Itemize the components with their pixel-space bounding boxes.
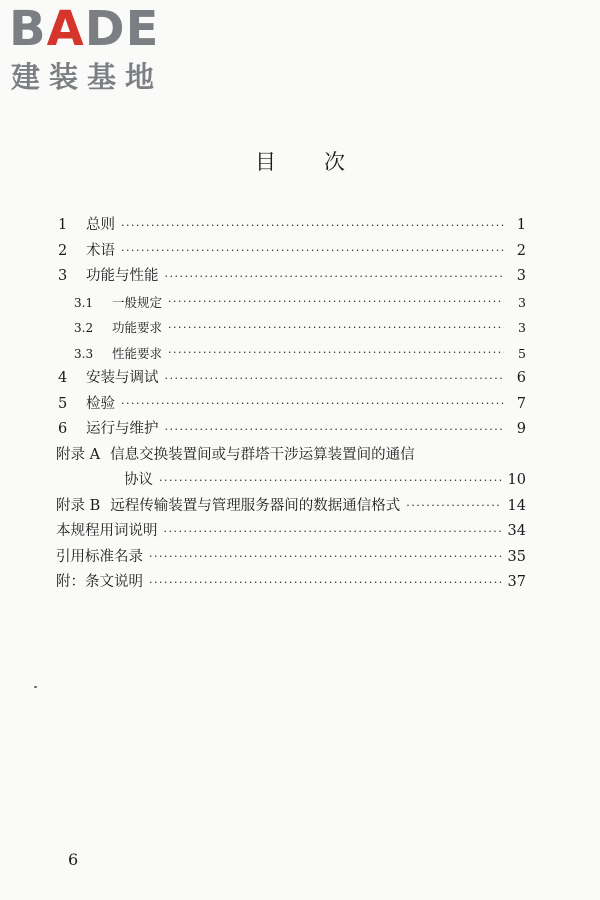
toc-entry-label: 一般规定: [112, 294, 163, 310]
toc-entry-page: 3: [518, 294, 526, 310]
toc-entry-1[interactable]: [56, 213, 526, 239]
toc-entry-label: 远程传输装置与管理服务器间的数据通信格式: [110, 497, 401, 514]
toc-entry-page: 1: [516, 217, 526, 233]
toc-entry-3-1[interactable]: [56, 290, 526, 316]
toc-entry-page: 2: [516, 242, 526, 259]
toc-entry-3[interactable]: [56, 264, 526, 290]
dot-leader: [159, 474, 502, 488]
toc-entry-label: 安装与调试: [86, 370, 159, 386]
toc-entry-2[interactable]: [56, 239, 526, 265]
toc-entry-page: 14: [507, 497, 526, 514]
toc-entry-page: 9: [516, 421, 526, 437]
toc-entry-page: 10: [507, 472, 526, 488]
toc-entry-page: 35: [507, 548, 526, 565]
toc-entry-number: 3.3: [74, 346, 94, 361]
dot-leader: [149, 550, 502, 564]
toc-entry-label: 功能要求: [112, 320, 163, 335]
toc-entry-number: 附录 B: [56, 497, 101, 514]
toc-entry-label: 本规程用词说明: [56, 523, 158, 539]
toc-entry-page: 3: [516, 268, 526, 284]
toc-entry-number: 6: [58, 421, 68, 437]
toc-entry-appendix-b[interactable]: [56, 494, 526, 520]
dot-leader: [164, 525, 502, 539]
toc-entry-number: 1: [58, 217, 68, 233]
toc-entry-number: 3.2: [74, 321, 94, 335]
toc-entry-number: 4: [58, 370, 68, 386]
toc-title: 目次: [255, 150, 393, 174]
toc-entry-number: 附录 A: [56, 446, 101, 463]
toc-entry-clause-explanation[interactable]: [56, 570, 526, 596]
toc-entry-number: 5: [58, 395, 68, 412]
toc-entry-label: 功能与性能: [86, 268, 159, 284]
logo-wordmark: BADE: [9, 1, 160, 57]
toc-entry-number: 3.1: [74, 295, 94, 310]
toc-entry-3-3[interactable]: [56, 341, 526, 367]
dot-leader: [168, 346, 504, 360]
toc-entry-label: 运行与维护: [86, 421, 159, 437]
toc-entry-page: 34: [507, 523, 526, 539]
dot-leader: [165, 372, 505, 386]
toc-entry-number: 2: [58, 242, 68, 259]
dot-leader: [406, 499, 501, 513]
bade-logo: [9, 1, 179, 96]
toc-entry-4[interactable]: [56, 366, 526, 392]
toc-entry-label: 性能要求: [112, 345, 163, 361]
toc-entry-appendix-a-continued[interactable]: [56, 468, 526, 494]
dot-leader: [121, 219, 504, 233]
toc-entry-label: 附：条文说明: [56, 574, 143, 590]
scan-speck: [34, 686, 37, 688]
toc-entry-label: 引用标准名录: [56, 548, 143, 565]
dot-leader: [149, 576, 502, 590]
toc-entry-referenced-standards[interactable]: [56, 545, 526, 571]
toc-entry-label: 总则: [86, 217, 115, 233]
toc-entry-page: 37: [507, 574, 526, 590]
toc-entry-appendix-a[interactable]: [56, 443, 526, 469]
toc-entry-label: 协议: [124, 472, 153, 488]
toc-entry-page: 3: [518, 320, 526, 335]
dot-leader: [168, 321, 504, 335]
toc-entry-5[interactable]: [56, 392, 526, 418]
toc-entry-6[interactable]: [56, 417, 526, 443]
toc-entry-3-2[interactable]: [56, 315, 526, 341]
toc-entry-page: 5: [518, 345, 526, 361]
toc-entry-label: 术语: [86, 242, 115, 259]
toc-entry-page: 7: [516, 395, 526, 412]
dot-leader: [121, 244, 504, 258]
dot-leader: [168, 295, 504, 309]
table-of-contents: [56, 213, 526, 596]
toc-entry-label: 信息交换装置间或与群塔干涉运算装置间的通信: [110, 446, 415, 463]
page-number: 6: [68, 850, 79, 869]
toc-entry-label: 检验: [86, 395, 115, 412]
toc-entry-number: 3: [58, 268, 68, 284]
dot-leader: [165, 270, 505, 284]
logo-chinese-text: 建装基地: [11, 60, 164, 94]
dot-leader: [121, 397, 504, 411]
toc-entry-page: 6: [516, 370, 526, 386]
toc-entry-wording-explanation[interactable]: [56, 519, 526, 545]
dot-leader: [165, 423, 505, 437]
